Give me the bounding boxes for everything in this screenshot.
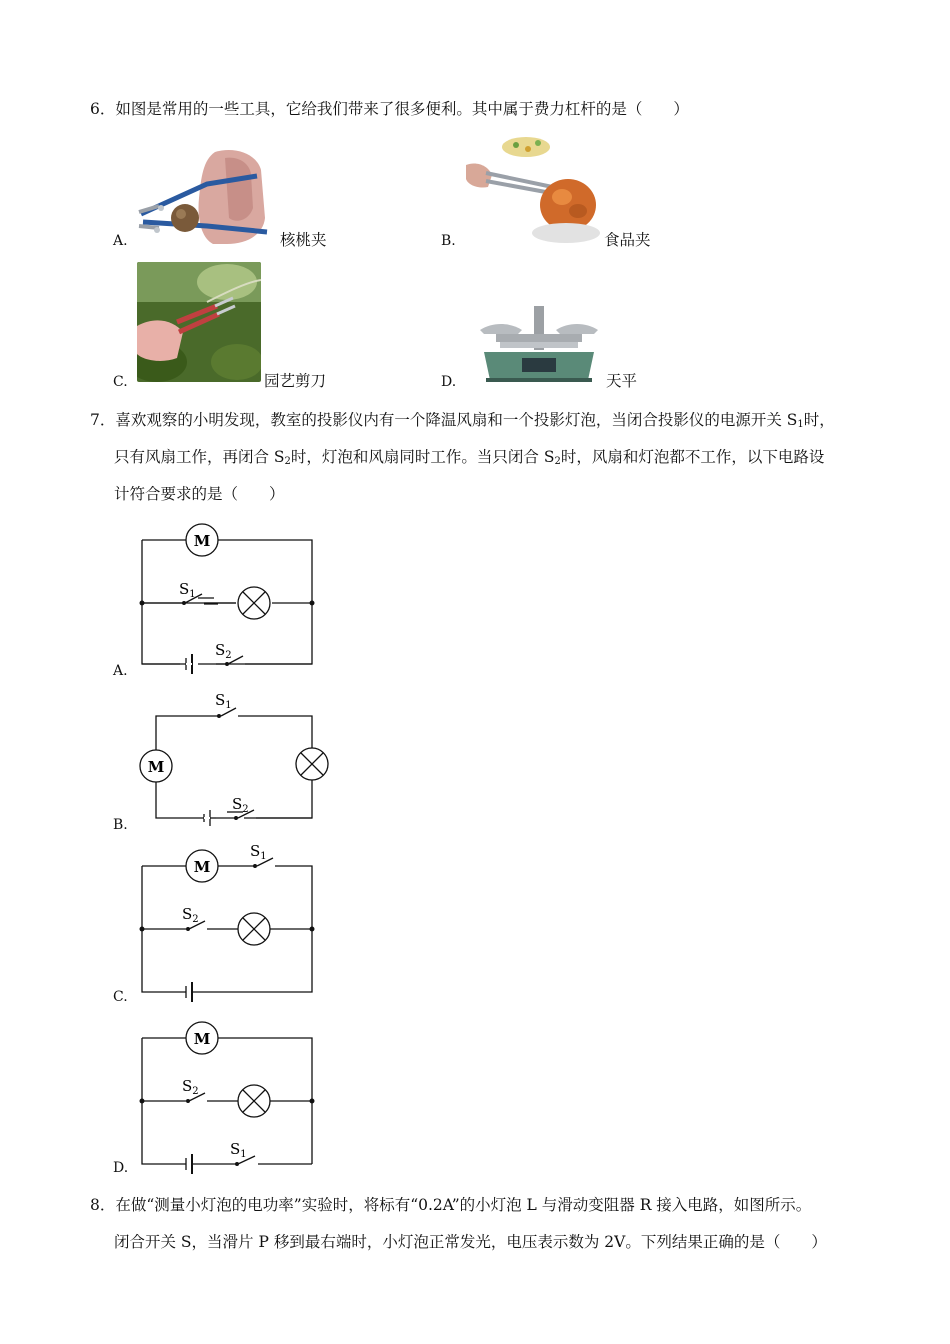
motor-label: M [193,532,211,550]
svg-text:M: M [193,858,211,876]
walnut-cracker-photo [137,148,279,246]
food-tongs-photo [466,135,602,245]
switch-s2-label: $S_2$ [182,905,199,925]
q6-option-b-caption: 食品夹 [604,231,651,249]
q6-option-d-caption: 天平 [606,372,638,390]
circuit-diagram-a [130,518,325,678]
question-8-line-1: 8．在做“测量小灯泡的电功率”实验时，将标有“0.2A”的小灯泡 L 与滑动变阻器 R 接入电路，如图所示。 [90,1196,812,1214]
balance-scale-photo [476,302,602,384]
switch-s2-label: $S_2$ [232,795,249,815]
svg-text:M: M [193,1030,211,1048]
q7-option-a-letter: A. [113,663,128,679]
q6-option-a-caption: 核桃夹 [280,231,327,249]
switch-s1-label: $S_1$ [250,842,267,862]
q6-option-c-caption: 园艺剪刀 [264,372,327,390]
q6-option-d-letter: D. [441,374,457,390]
q6-option-a-letter: A. [113,233,128,249]
question-6-text: 6．如图是常用的一些工具，它给我们带来了很多便利。其中属于费力杠杆的是（ ） [90,100,689,118]
q7-option-c-letter: C. [113,989,128,1005]
q7-option-b-letter: B. [113,817,128,833]
circuit-diagram-d [130,1014,325,1174]
switch-s2-label: $S_2$ [215,641,232,661]
switch-s2-label: $S_2$ [182,1077,199,1097]
circuit-diagram-b [130,690,335,830]
svg-text:M: M [147,758,165,776]
switch-s1-label: $S_1$ [230,1140,247,1160]
garden-shears-photo [137,262,261,382]
q7-option-d-letter: D. [113,1160,129,1176]
circuit-diagram-c [130,842,325,1002]
question-8-line-2: 闭合开关 S，当滑片 P 移到最右端时，小灯泡正常发光，电压表示数为 2V。下列结果正确的是（ ） [114,1233,827,1251]
question-7-line-1: 7．喜欢观察的小明发现，教室的投影仪内有一个降温风扇和一个投影灯泡，当闭合投影仪的电源开关 $S_1$时， [90,411,835,430]
question-7-line-2: 只有风扇工作，再闭合 $S_2$时，灯泡和风扇同时工作。当只闭合 $S_2$时，风扇和灯泡都不工作，以下电路设 [114,448,825,467]
question-7-line-3: 计符合要求的是（ ） [114,485,285,503]
switch-s1-label: $S_1$ [215,691,232,711]
q6-option-b-letter: B. [441,233,456,249]
switch-s1-label: $S_1$ [179,580,196,600]
q6-option-c-letter: C. [113,374,128,390]
